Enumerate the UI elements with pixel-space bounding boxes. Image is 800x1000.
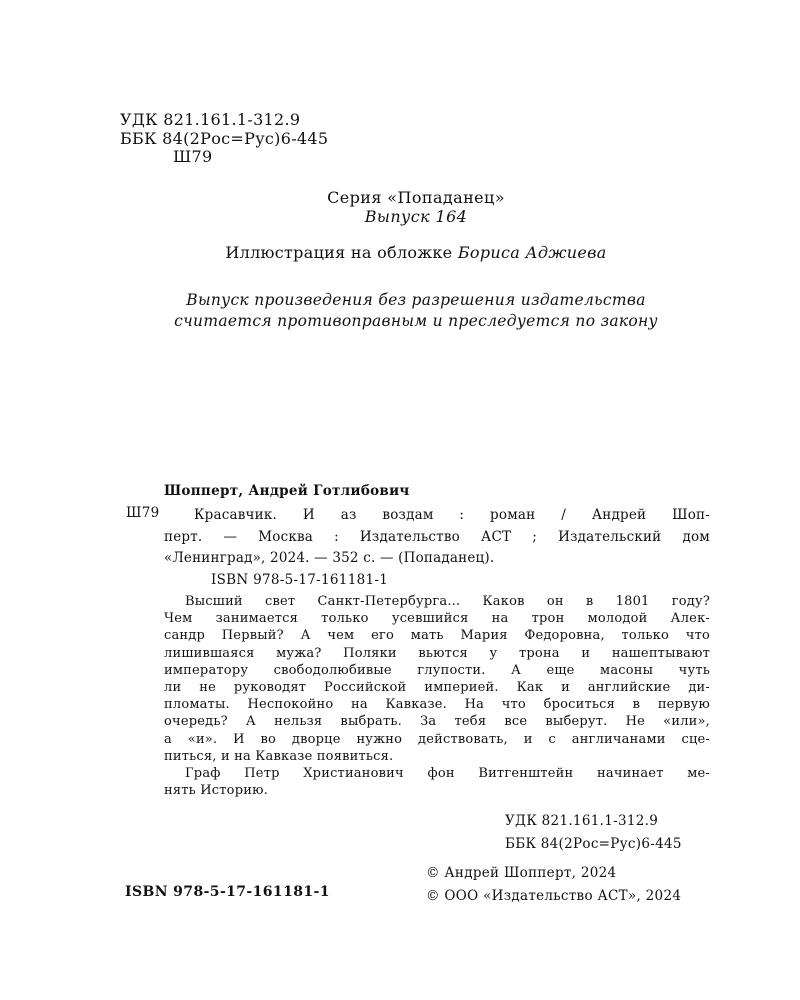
text-line: ли не руководят Российской империей. Как и английские ди- — [164, 680, 710, 696]
text-line: перт. — Москва : Издательство АСТ ; Издательский дом — [164, 528, 710, 545]
card-author-sign: Ш79 — [126, 505, 160, 521]
legal-notice-line-1: Выпуск произведения без разрешения издательства — [186, 291, 646, 309]
text-line: лишившаяся мужа? Поляки вьются у трона и нашептывают — [164, 645, 710, 661]
annotation-paragraph-2 — [164, 765, 710, 799]
udk-code-bottom: УДК 821.161.1-312.9 — [505, 813, 659, 829]
text-line: Чем занимается только усевшийся на трон молодой Алек- — [164, 611, 710, 627]
author-sign-top: Ш79 — [173, 147, 213, 166]
card-isbn: ISBN 978-5-17-161181-1 — [211, 572, 389, 588]
cover-artist: Бориса Аджиева — [457, 243, 607, 262]
series-block — [120, 188, 712, 226]
text-line: а «и». И во дворце нужно действовать, и с англичанами сце- — [164, 731, 710, 747]
card-author-heading: Шопперт, Андрей Готлибович — [164, 483, 410, 499]
copyright-publisher: © ООО «Издательство АСТ», 2024 — [426, 887, 682, 904]
text-line: питься, и на Кавказе появиться. — [164, 748, 394, 764]
isbn-bottom: ISBN 978-5-17-161181-1 — [125, 884, 330, 900]
legal-notice — [120, 290, 712, 331]
cover-credit — [120, 243, 712, 262]
card-description — [164, 505, 710, 570]
bbk-code-top: ББК 84(2Рос=Рус)6-445 — [120, 128, 329, 148]
bbk-code-bottom: ББК 84(2Рос=Рус)6-445 — [505, 835, 682, 852]
text-line: пломаты. Неспокойно на Кавказе. На что броситься в первую — [164, 697, 710, 713]
copyright-block — [426, 862, 681, 907]
annotation-paragraph-1 — [164, 593, 710, 765]
series-name: Серия «Попаданец» — [327, 188, 505, 207]
text-line: императору свободолюбивые глупости. А еще масоны чуть — [164, 662, 710, 678]
text-line: нять Историю. — [164, 783, 268, 799]
copyright-author: © Андрей Шопперт, 2024 — [426, 865, 617, 881]
series-issue: Выпуск 164 — [364, 207, 468, 226]
text-line: «Ленинград», 2024. — 352 с. — (Попаданец). — [164, 550, 495, 566]
text-line: Красавчик. И аз воздам : роман / Андрей Шоп- — [194, 507, 710, 523]
classification-codes-top — [120, 111, 328, 167]
cover-credit-prefix: Иллюстрация на обложке — [225, 243, 458, 262]
text-line: Высший свет Санкт-Петербурга... Каков он в 1801 году? — [185, 594, 710, 609]
text-line: Граф Петр Христианович фон Витгенштейн начинает ме- — [185, 766, 710, 781]
udk-code-top: УДК 821.161.1-312.9 — [120, 110, 301, 129]
classification-codes-bottom — [505, 810, 682, 855]
legal-notice-line-2: считается противоправным и преследуется по закону — [174, 311, 658, 330]
text-line: сандр Первый? А чем его мать Мария Федоровна, только что — [164, 628, 710, 644]
text-line: очередь? А нельзя выбрать. За тебя все выберут. Не «или», — [164, 714, 710, 730]
